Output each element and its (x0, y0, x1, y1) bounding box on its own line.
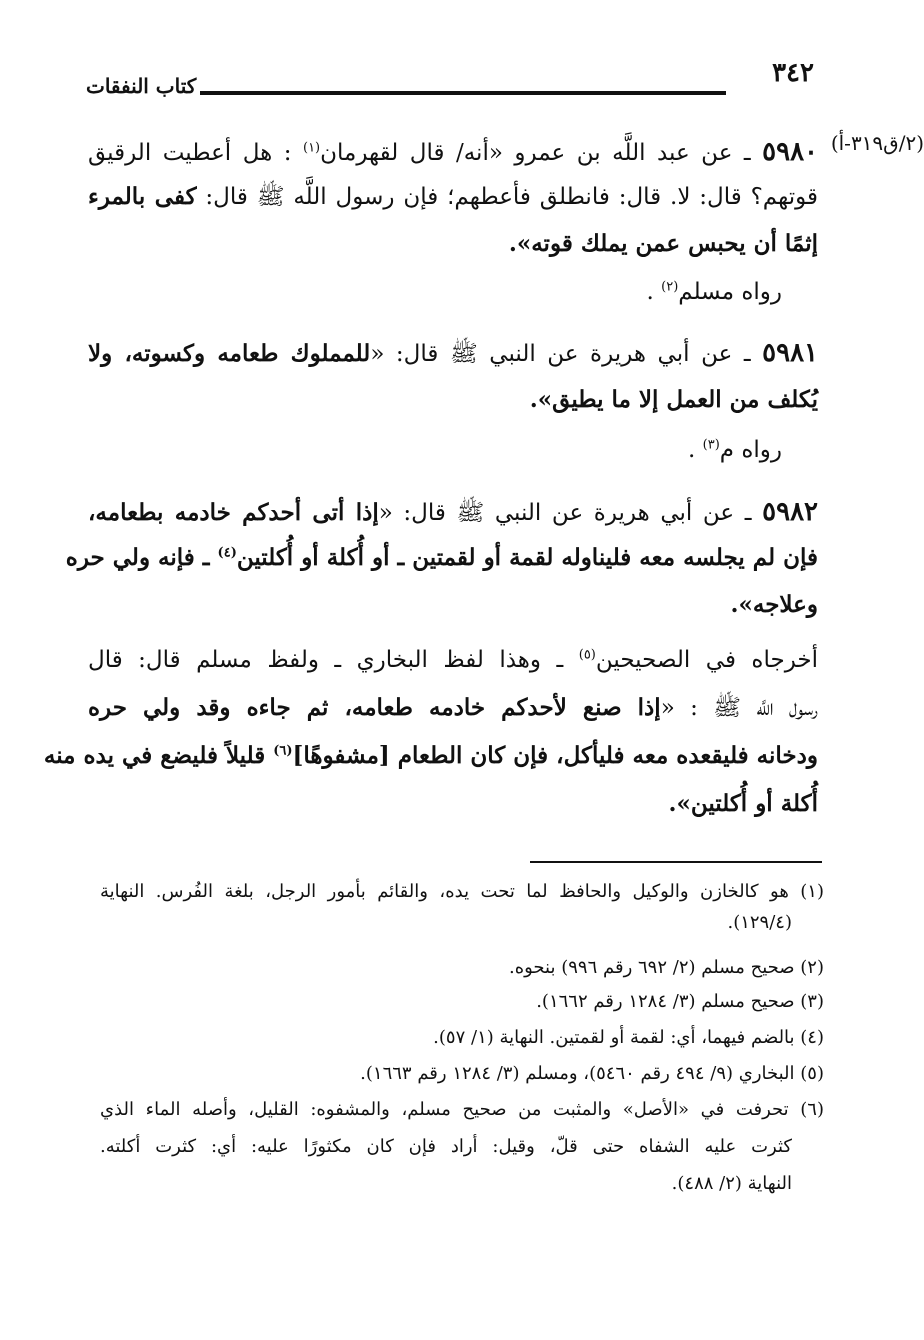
footnote-ref: (٤) (217, 545, 237, 561)
chapter-title: كتاب النفقات (86, 74, 197, 98)
hadith-number: ٥٩٨٠ (762, 137, 819, 167)
hadith-5982-line-2: فإن لم يجلسه معه فليناوله لقمة أو لقمتين ـ أو أُكلة أو أُكلتين$^{(٤)}$ ـ فإنه ولي حره (65, 544, 818, 571)
hadith-5980-line-3: إثمًا أن يحبس عمن يملك قوته». (508, 230, 818, 257)
manuscript-reference: (٢/ق٣١٩-أ) (830, 131, 924, 155)
footnote-1-line-1: (١) هو كالخازن والوكيل والحافظ لما تحت يده، والقائم بأمور الرجل، بلغة الفُرس. النهاية (100, 881, 824, 902)
hadith-5980-line-1: ٥٩٨٠ ـ عن عبد اللَّه بن عمرو «أنه/ قال لقهرمان$^{(١)}$ : هل أعطيت الرقيق (88, 137, 819, 167)
footnote-3: (٣) صحيح مسلم (٣/ ١٢٨٤ رقم ١٦٦٢). (536, 991, 824, 1012)
footnote-ref: (٥) (578, 647, 596, 663)
hadith-5982-commentary-line-1: أخرجاه في الصحيحين$^{(٥)}$ ـ وهذا لفظ البخاري ـ ولفظ مسلم قال: قال (88, 647, 818, 673)
hadith-5981-line-1: ٥٩٨١ ـ عن أبي هريرة عن النبي ﷺ قال: «للمملوك طعامه وكسوته، ولا (88, 338, 819, 368)
hadith-5982-commentary-line-3: ودخانه فليقعده معه فليأكل، فإن كان الطعام [مشفوهًا]$^{(٦)}$ قليلاً فليضع في يده منه (43, 742, 818, 769)
footnote-1-line-2: (١٢٩/٤). (727, 912, 792, 933)
footnote-ref: (٣) (702, 437, 720, 453)
footnote-6-line-1: (٦) تحرفت في «الأصل» والمثبت من صحيح مسلم، والمشفوه: القليل، وأصله الماء الذي (100, 1099, 824, 1120)
hadith-number: ٥٩٨٢ (762, 497, 818, 527)
hadith-5982-commentary-line-4: أُكلة أو أُكلتين». (668, 790, 818, 817)
hadith-5982-line-3: وعلاجه». (730, 591, 818, 618)
hadith-5980-line-2: قوتهم؟ قال: لا. قال: فانطلق فأعطهم؛ فإن رسول اللَّه ﷺ قال: كفى بالمرء (88, 183, 818, 210)
footnote-ref: (٦) (273, 743, 293, 759)
footnote-ref: (١) (302, 140, 321, 156)
page-number: ٣٤٢ (772, 58, 814, 88)
footnote-ref: (٢) (661, 279, 679, 295)
footnote-2: (٢) صحيح مسلم (٢/ ٦٩٢ رقم ٩٩٦) بنحوه. (508, 957, 824, 978)
hadith-5980-source: رواه مسلم$^{(٢)}$ . (646, 279, 782, 305)
footnote-6-line-3: النهاية (٢/ ٤٨٨). (671, 1173, 792, 1194)
footnote-rule (530, 861, 822, 863)
header-rule (200, 91, 726, 95)
hadith-5981-line-2: يُكلف من العمل إلا ما يطيق». (529, 386, 818, 413)
footnote-6-line-2: كثرت عليه الشفاه حتى قلّ، وقيل: أراد فإن كان مكثورًا عليه: أي: كثرت أكلته. (100, 1136, 792, 1157)
footnote-5: (٥) البخاري (٩/ ٤٩٤ رقم ٥٤٦٠)، ومسلم (٣/ ١٢٨٤ رقم ١٦٦٣). (360, 1063, 824, 1084)
hadith-5981-source: رواه م$^{(٣)}$ . (688, 437, 782, 463)
footnote-4: (٤) بالضم فيهما، أي: لقمة أو لقمتين. النهاية (١/ ٥٧). (433, 1027, 824, 1048)
hadith-5982-line-1: ٥٩٨٢ ـ عن أبي هريرة عن النبي ﷺ قال: «إذا أتى أحدكم خادمه بطعامه، (88, 497, 818, 527)
hadith-number: ٥٩٨١ (762, 338, 819, 368)
hadith-5982-commentary-line-2: رسول اللَّه ﷺ : «إذا صنع لأحدكم خادمه طعامه، ثم جاءه وقد ولي حره (88, 694, 818, 721)
